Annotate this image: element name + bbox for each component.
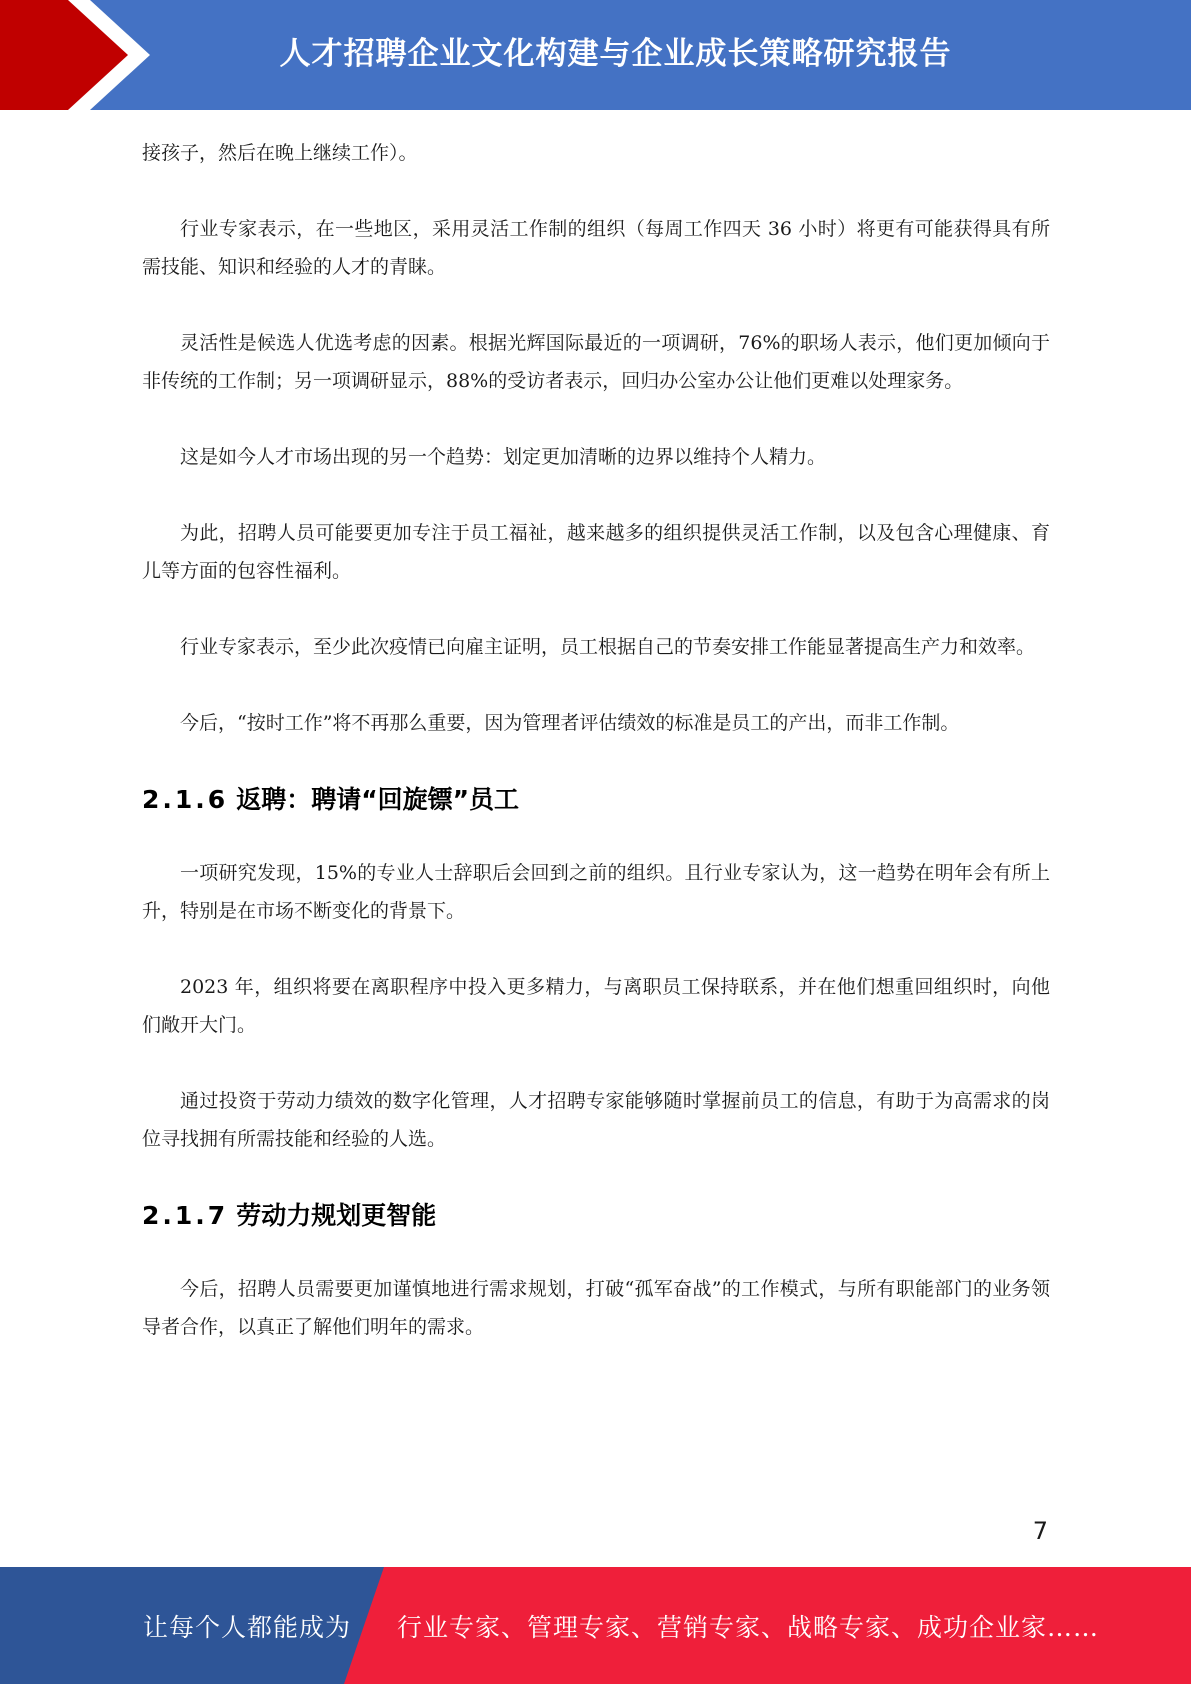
paragraph: 一项研究发现，15%的专业人士辞职后会回到之前的组织。且行业专家认为，这一趋势在明年会有所上升，特别是在市场不断变化的背景下。 xyxy=(142,862,1050,922)
page-header xyxy=(0,0,1191,110)
paragraph: 通过投资于劳动力绩效的数字化管理，人才招聘专家能够随时掌握前员工的信息，有助于为高需求的岗位寻找拥有所需技能和经验的人选。 xyxy=(142,1090,1050,1150)
page-footer xyxy=(0,1567,1191,1684)
section-heading-2-1-7 xyxy=(142,1196,1050,1236)
section-title: 返聘：聘请“回旋镖”员工 xyxy=(236,785,520,814)
paragraph: 为此，招聘人员可能要更加专注于员工福祉，越来越多的组织提供灵活工作制，以及包含心理健康、育儿等方面的包容性福利。 xyxy=(142,522,1050,582)
paragraph: 2023 年，组织将要在离职程序中投入更多精力，与离职员工保持联系，并在他们想重回组织时，向他们敞开大门。 xyxy=(142,976,1050,1036)
page-number: 7 xyxy=(1032,1517,1048,1545)
main-content xyxy=(142,134,1050,1384)
paragraph: 行业专家表示，至少此次疫情已向雇主证明，员工根据自己的节奏安排工作能显著提高生产力和效率。 xyxy=(180,636,1036,658)
paragraph: 行业专家表示，在一些地区，采用灵活工作制的组织（每周工作四天 36 小时）将更有可能获得具有所需技能、知识和经验的人才的青睐。 xyxy=(142,218,1050,278)
paragraph: 今后，“按时工作”将不再那么重要，因为管理者评估绩效的标准是员工的产出，而非工作制。 xyxy=(180,712,960,734)
section-heading-2-1-6 xyxy=(142,780,1050,820)
section-number: 2.1.7 xyxy=(142,1201,229,1230)
paragraph: 这是如今人才市场出现的另一个趋势：划定更加清晰的边界以维持个人精力。 xyxy=(180,446,827,468)
document-title: 人才招聘企业文化构建与企业成长策略研究报告 xyxy=(279,35,952,72)
paragraph: 今后，招聘人员需要更加谨慎地进行需求规划，打破“孤军奋战”的工作模式，与所有职能部门的业务领导者合作，以真正了解他们明年的需求。 xyxy=(142,1278,1050,1338)
footer-slogan-left: 让每个人都能成为 xyxy=(143,1612,352,1642)
header-chevron-decoration xyxy=(0,0,160,110)
paragraph: 接孩子，然后在晚上继续工作）。 xyxy=(142,142,418,164)
section-number: 2.1.6 xyxy=(142,785,229,814)
footer-slogan-right: 行业专家、管理专家、营销专家、战略专家、成功企业家…… xyxy=(397,1612,1100,1642)
section-title: 劳动力规划更智能 xyxy=(236,1201,437,1230)
paragraph: 灵活性是候选人优选考虑的因素。根据光辉国际最近的一项调研，76%的职场人表示，他们更加倾向于非传统的工作制；另一项调研显示，88%的受访者表示，回归办公室办公让他们更难以处理家务。 xyxy=(142,332,1050,392)
